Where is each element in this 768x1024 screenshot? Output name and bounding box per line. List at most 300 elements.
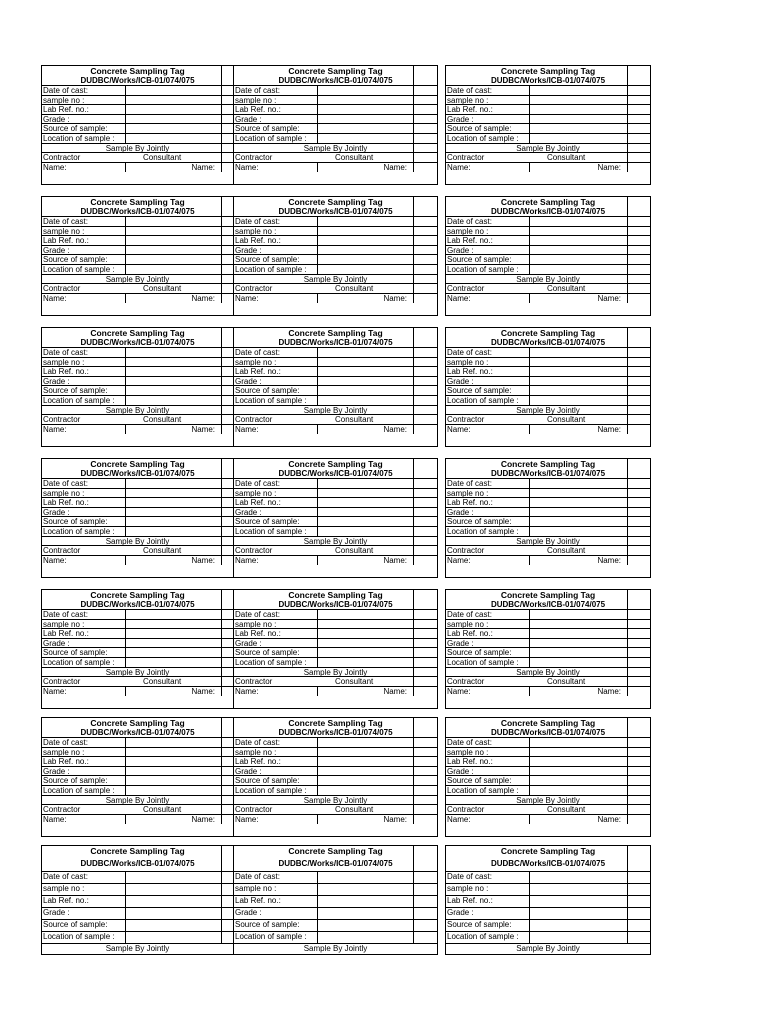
- column-divider: [413, 66, 414, 172]
- column-divider: [317, 216, 318, 275]
- sampling-tag: [41, 327, 234, 447]
- column-divider: [529, 814, 530, 825]
- divider: [234, 638, 437, 639]
- consultant-label: Consultant: [143, 677, 182, 687]
- consultant-label: Consultant: [547, 415, 586, 425]
- tag-title: Concrete Sampling Tag: [500, 328, 596, 338]
- field-label: Location of sample :: [43, 265, 115, 274]
- field-label: Date of cast:: [43, 872, 88, 881]
- column-divider: [317, 424, 318, 435]
- field-label: Date of cast:: [43, 217, 88, 226]
- field-label: sample no :: [235, 357, 277, 367]
- field-label: Lab Ref. no.:: [235, 896, 281, 905]
- field-label: Source of sample:: [43, 776, 108, 786]
- field-label: Source of sample:: [43, 124, 108, 134]
- field-label: Grade :: [43, 245, 70, 255]
- column-divider: [125, 85, 126, 144]
- contractor-label: Contractor: [235, 677, 273, 687]
- tag-reference: DUDBC/Works/ICB-01/074/075: [278, 600, 393, 609]
- field-label: sample no :: [235, 488, 277, 498]
- consultant-label: Consultant: [335, 153, 374, 163]
- column-divider: [413, 718, 414, 824]
- field-label: Grade :: [235, 114, 262, 124]
- column-divider: [529, 478, 530, 537]
- tag-title: Concrete Sampling Tag: [90, 590, 185, 600]
- contractor-label: Contractor: [43, 677, 81, 687]
- name-label-consultant: Name:: [597, 162, 621, 172]
- name-label-contractor: Name:: [235, 686, 259, 696]
- field-label: Grade :: [43, 766, 70, 776]
- field-label: Source of sample:: [43, 255, 108, 265]
- tag-reference: DUDBC/Works/ICB-01/074/075: [80, 859, 195, 868]
- field-label: Location of sample :: [43, 396, 115, 405]
- contractor-label: Contractor: [235, 284, 273, 294]
- tag-title: Concrete Sampling Tag: [500, 846, 596, 856]
- sampling-tag: [41, 845, 234, 955]
- consultant-label: Consultant: [335, 284, 374, 294]
- tag-title: Concrete Sampling Tag: [90, 197, 185, 207]
- divider: [42, 766, 233, 767]
- column-divider: [317, 686, 318, 697]
- divider: [446, 245, 650, 246]
- name-label-consultant: Name:: [597, 555, 621, 565]
- field-label: Date of cast:: [235, 86, 280, 95]
- field-label: sample no :: [235, 95, 277, 105]
- column-divider: [317, 162, 318, 173]
- field-label: Date of cast:: [43, 610, 88, 619]
- field-label: Lab Ref. no.:: [235, 757, 281, 767]
- tag-reference: DUDBC/Works/ICB-01/074/075: [490, 600, 606, 609]
- field-label: Lab Ref. no.:: [447, 367, 493, 377]
- name-label-consultant: Name:: [191, 686, 215, 696]
- name-label-consultant: Name:: [383, 555, 407, 565]
- tag-title: Concrete Sampling Tag: [288, 846, 383, 856]
- field-label: Location of sample :: [235, 134, 307, 143]
- divider: [446, 114, 650, 115]
- field-label: Grade :: [447, 766, 474, 776]
- field-label: Source of sample:: [447, 517, 512, 527]
- field-label: Grade :: [235, 638, 262, 648]
- sampling-tag: [41, 458, 234, 578]
- sampling-tag: [233, 196, 438, 316]
- column-divider: [413, 459, 414, 565]
- column-divider: [627, 718, 628, 824]
- sampling-tag: [41, 717, 234, 837]
- divider: [42, 638, 233, 639]
- jointly-label: Sample By Jointly: [105, 274, 170, 284]
- field-label: Date of cast:: [235, 217, 280, 226]
- field-label: Grade :: [447, 638, 474, 648]
- tag-title: Concrete Sampling Tag: [500, 718, 596, 728]
- field-label: Lab Ref. no.:: [447, 629, 493, 639]
- field-label: Lab Ref. no.:: [43, 498, 89, 508]
- name-label-contractor: Name:: [447, 162, 471, 172]
- jointly-label: Sample By Jointly: [105, 405, 170, 415]
- field-label: Date of cast:: [235, 610, 280, 619]
- field-label: Location of sample :: [235, 932, 307, 941]
- tag-reference: DUDBC/Works/ICB-01/074/075: [490, 469, 606, 478]
- field-label: Lab Ref. no.:: [43, 236, 89, 246]
- field-label: Location of sample :: [235, 527, 307, 536]
- column-divider: [317, 609, 318, 668]
- name-label-consultant: Name:: [191, 293, 215, 303]
- name-label-consultant: Name:: [383, 424, 407, 434]
- consultant-label: Consultant: [547, 284, 586, 294]
- tag-title: Concrete Sampling Tag: [288, 197, 383, 207]
- tag-title: Concrete Sampling Tag: [90, 328, 185, 338]
- field-label: sample no :: [43, 619, 85, 629]
- column-divider: [221, 590, 222, 696]
- consultant-label: Consultant: [143, 805, 182, 815]
- field-label: sample no :: [447, 226, 489, 236]
- field-label: Location of sample :: [43, 658, 115, 667]
- field-label: Source of sample:: [235, 255, 300, 265]
- field-label: Date of cast:: [447, 738, 492, 747]
- jointly-label: Sample By Jointly: [303, 405, 368, 415]
- contractor-label: Contractor: [235, 805, 273, 815]
- column-divider: [221, 459, 222, 565]
- consultant-label: Consultant: [547, 153, 586, 163]
- divider: [446, 507, 650, 508]
- field-label: Lab Ref. no.:: [235, 105, 281, 115]
- field-label: Source of sample:: [43, 386, 108, 396]
- field-label: sample no :: [43, 357, 85, 367]
- divider: [446, 376, 650, 377]
- column-divider: [317, 737, 318, 796]
- field-label: Location of sample :: [447, 932, 519, 941]
- jointly-label: Sample By Jointly: [105, 795, 170, 805]
- tag-reference: DUDBC/Works/ICB-01/074/075: [278, 207, 393, 216]
- sampling-tag: [233, 65, 438, 185]
- jointly-label: Sample By Jointly: [105, 536, 170, 546]
- column-divider: [317, 478, 318, 537]
- column-divider: [221, 197, 222, 303]
- column-divider: [221, 846, 222, 944]
- tag-title: Concrete Sampling Tag: [500, 459, 596, 469]
- column-divider: [317, 347, 318, 406]
- field-label: Grade :: [43, 376, 70, 386]
- field-label: Date of cast:: [447, 872, 492, 881]
- jointly-label: Sample By Jointly: [516, 944, 580, 953]
- consultant-label: Consultant: [547, 677, 586, 687]
- sampling-tag: [445, 717, 651, 837]
- jointly-label: Sample By Jointly: [105, 667, 170, 677]
- divider: [234, 766, 437, 767]
- tag-reference: DUDBC/Works/ICB-01/074/075: [490, 859, 606, 868]
- divider: [234, 376, 437, 377]
- field-label: Location of sample :: [447, 265, 519, 274]
- divider: [234, 507, 437, 508]
- field-label: Source of sample:: [235, 124, 300, 134]
- field-label: Location of sample :: [447, 786, 519, 795]
- column-divider: [413, 846, 414, 944]
- column-divider: [125, 814, 126, 825]
- field-label: Source of sample:: [43, 517, 108, 527]
- field-label: Location of sample :: [235, 786, 307, 795]
- field-label: Grade :: [235, 908, 262, 917]
- name-label-consultant: Name:: [383, 686, 407, 696]
- column-divider: [627, 846, 628, 944]
- column-divider: [529, 686, 530, 697]
- field-label: Grade :: [43, 507, 70, 517]
- column-divider: [317, 814, 318, 825]
- field-label: Lab Ref. no.:: [447, 757, 493, 767]
- column-divider: [125, 609, 126, 668]
- divider: [42, 507, 233, 508]
- field-label: Grade :: [43, 908, 70, 917]
- name-label-contractor: Name:: [447, 686, 471, 696]
- column-divider: [529, 555, 530, 566]
- field-label: sample no :: [235, 747, 277, 757]
- field-label: sample no :: [43, 747, 85, 757]
- name-label-contractor: Name:: [43, 293, 67, 303]
- contractor-label: Contractor: [447, 153, 485, 163]
- tag-title: Concrete Sampling Tag: [288, 328, 383, 338]
- sampling-tag: [445, 196, 651, 316]
- field-label: Source of sample:: [43, 920, 108, 929]
- field-label: Lab Ref. no.:: [43, 629, 89, 639]
- jointly-label: Sample By Jointly: [516, 405, 580, 415]
- sampling-tag: [445, 845, 651, 955]
- field-label: sample no :: [43, 226, 85, 236]
- sampling-tag: [233, 717, 438, 837]
- field-label: Lab Ref. no.:: [43, 896, 89, 905]
- tag-reference: DUDBC/Works/ICB-01/074/075: [80, 600, 195, 609]
- field-label: Location of sample :: [447, 658, 519, 667]
- column-divider: [413, 590, 414, 696]
- tag-reference: DUDBC/Works/ICB-01/074/075: [278, 859, 393, 868]
- name-label-consultant: Name:: [191, 814, 215, 824]
- field-label: Date of cast:: [43, 738, 88, 747]
- jointly-label: Sample By Jointly: [516, 667, 580, 677]
- column-divider: [125, 478, 126, 537]
- name-label-consultant: Name:: [383, 293, 407, 303]
- column-divider: [317, 871, 318, 944]
- field-label: Source of sample:: [447, 255, 512, 265]
- field-label: Lab Ref. no.:: [447, 896, 493, 905]
- consultant-label: Consultant: [335, 805, 374, 815]
- sampling-tag: [445, 65, 651, 185]
- name-label-consultant: Name:: [191, 555, 215, 565]
- field-label: Location of sample :: [43, 786, 115, 795]
- field-label: Date of cast:: [447, 610, 492, 619]
- contractor-label: Contractor: [447, 284, 485, 294]
- tag-reference: DUDBC/Works/ICB-01/074/075: [278, 338, 393, 347]
- field-label: Date of cast:: [447, 348, 492, 357]
- tag-reference: DUDBC/Works/ICB-01/074/075: [490, 76, 606, 85]
- name-label-consultant: Name:: [191, 162, 215, 172]
- column-divider: [317, 555, 318, 566]
- name-label-contractor: Name:: [235, 814, 259, 824]
- column-divider: [125, 871, 126, 944]
- name-label-contractor: Name:: [235, 293, 259, 303]
- field-label: Source of sample:: [447, 776, 512, 786]
- field-label: Date of cast:: [447, 217, 492, 226]
- field-label: Grade :: [235, 507, 262, 517]
- column-divider: [125, 293, 126, 304]
- field-label: Grade :: [43, 638, 70, 648]
- divider: [42, 114, 233, 115]
- tag-reference: DUDBC/Works/ICB-01/074/075: [490, 728, 606, 737]
- consultant-label: Consultant: [143, 284, 182, 294]
- jointly-label: Sample By Jointly: [303, 667, 368, 677]
- consultant-label: Consultant: [335, 415, 374, 425]
- jointly-label: Sample By Jointly: [516, 795, 580, 805]
- name-label-contractor: Name:: [43, 555, 67, 565]
- contractor-label: Contractor: [447, 677, 485, 687]
- divider: [446, 907, 650, 908]
- tag-title: Concrete Sampling Tag: [500, 66, 596, 76]
- field-label: Lab Ref. no.:: [43, 367, 89, 377]
- tag-title: Concrete Sampling Tag: [90, 846, 185, 856]
- contractor-label: Contractor: [43, 153, 81, 163]
- field-label: Date of cast:: [447, 86, 492, 95]
- tag-reference: DUDBC/Works/ICB-01/074/075: [490, 338, 606, 347]
- jointly-label: Sample By Jointly: [105, 944, 170, 953]
- field-label: Date of cast:: [43, 479, 88, 488]
- column-divider: [627, 66, 628, 172]
- field-label: Location of sample :: [43, 527, 115, 536]
- column-divider: [125, 347, 126, 406]
- column-divider: [627, 590, 628, 696]
- field-label: Lab Ref. no.:: [447, 236, 493, 246]
- field-label: Date of cast:: [447, 479, 492, 488]
- consultant-label: Consultant: [547, 805, 586, 815]
- divider: [234, 114, 437, 115]
- field-label: sample no :: [447, 884, 489, 893]
- tag-title: Concrete Sampling Tag: [288, 590, 383, 600]
- jointly-label: Sample By Jointly: [303, 795, 368, 805]
- column-divider: [529, 347, 530, 406]
- divider: [42, 245, 233, 246]
- contractor-label: Contractor: [43, 284, 81, 294]
- sampling-tag: [41, 196, 234, 316]
- field-label: Location of sample :: [447, 396, 519, 405]
- field-label: sample no :: [235, 226, 277, 236]
- field-label: Location of sample :: [235, 265, 307, 274]
- field-label: Lab Ref. no.:: [447, 105, 493, 115]
- field-label: Grade :: [447, 114, 474, 124]
- field-label: Date of cast:: [235, 738, 280, 747]
- field-label: sample no :: [447, 95, 489, 105]
- field-label: Source of sample:: [235, 648, 300, 658]
- field-label: Source of sample:: [447, 920, 512, 929]
- tag-title: Concrete Sampling Tag: [288, 66, 383, 76]
- name-label-consultant: Name:: [597, 686, 621, 696]
- column-divider: [529, 293, 530, 304]
- field-label: Lab Ref. no.:: [235, 629, 281, 639]
- divider: [42, 907, 233, 908]
- tag-reference: DUDBC/Works/ICB-01/074/075: [278, 469, 393, 478]
- tag-title: Concrete Sampling Tag: [500, 197, 596, 207]
- field-label: Source of sample:: [43, 648, 108, 658]
- consultant-label: Consultant: [335, 546, 374, 556]
- name-label-contractor: Name:: [235, 424, 259, 434]
- divider: [446, 638, 650, 639]
- column-divider: [221, 66, 222, 172]
- column-divider: [627, 197, 628, 303]
- name-label-consultant: Name:: [597, 293, 621, 303]
- tag-reference: DUDBC/Works/ICB-01/074/075: [490, 207, 606, 216]
- field-label: Lab Ref. no.:: [43, 757, 89, 767]
- column-divider: [529, 85, 530, 144]
- tag-reference: DUDBC/Works/ICB-01/074/075: [80, 469, 195, 478]
- field-label: Date of cast:: [235, 872, 280, 881]
- column-divider: [125, 737, 126, 796]
- name-label-contractor: Name:: [447, 424, 471, 434]
- field-label: Source of sample:: [447, 386, 512, 396]
- contractor-label: Contractor: [43, 546, 81, 556]
- sampling-tag: [233, 845, 438, 955]
- tag-reference: DUDBC/Works/ICB-01/074/075: [80, 728, 195, 737]
- divider: [234, 245, 437, 246]
- consultant-label: Consultant: [335, 677, 374, 687]
- column-divider: [125, 162, 126, 173]
- column-divider: [529, 424, 530, 435]
- consultant-label: Consultant: [143, 153, 182, 163]
- field-label: Grade :: [447, 908, 474, 917]
- field-label: Source of sample:: [235, 517, 300, 527]
- contractor-label: Contractor: [447, 415, 485, 425]
- field-label: Source of sample:: [447, 124, 512, 134]
- tag-reference: DUDBC/Works/ICB-01/074/075: [278, 76, 393, 85]
- field-label: Location of sample :: [43, 134, 115, 143]
- column-divider: [413, 197, 414, 303]
- field-label: sample no :: [43, 884, 85, 893]
- field-label: Lab Ref. no.:: [235, 236, 281, 246]
- field-label: Grade :: [447, 507, 474, 517]
- field-label: Lab Ref. no.:: [235, 498, 281, 508]
- column-divider: [125, 424, 126, 435]
- contractor-label: Contractor: [43, 805, 81, 815]
- jointly-label: Sample By Jointly: [303, 143, 368, 153]
- field-label: Location of sample :: [235, 658, 307, 667]
- column-divider: [317, 293, 318, 304]
- contractor-label: Contractor: [235, 153, 273, 163]
- column-divider: [125, 555, 126, 566]
- field-label: Grade :: [43, 114, 70, 124]
- field-label: sample no :: [235, 619, 277, 629]
- column-divider: [529, 871, 530, 944]
- column-divider: [413, 328, 414, 434]
- tag-reference: DUDBC/Works/ICB-01/074/075: [278, 728, 393, 737]
- contractor-label: Contractor: [235, 546, 273, 556]
- sampling-tag: [445, 589, 651, 709]
- field-label: Lab Ref. no.:: [235, 367, 281, 377]
- divider: [446, 766, 650, 767]
- contractor-label: Contractor: [447, 805, 485, 815]
- column-divider: [221, 718, 222, 824]
- consultant-label: Consultant: [143, 546, 182, 556]
- sampling-tag: [233, 589, 438, 709]
- divider: [234, 907, 437, 908]
- tag-title: Concrete Sampling Tag: [288, 459, 383, 469]
- name-label-consultant: Name:: [383, 814, 407, 824]
- name-label-contractor: Name:: [235, 555, 259, 565]
- consultant-label: Consultant: [143, 415, 182, 425]
- jointly-label: Sample By Jointly: [516, 274, 580, 284]
- field-label: Grade :: [235, 376, 262, 386]
- field-label: sample no :: [447, 488, 489, 498]
- sampling-tag: [233, 458, 438, 578]
- name-label-contractor: Name:: [447, 293, 471, 303]
- jointly-label: Sample By Jointly: [303, 536, 368, 546]
- field-label: sample no :: [447, 619, 489, 629]
- tag-reference: DUDBC/Works/ICB-01/074/075: [80, 76, 195, 85]
- field-label: Grade :: [447, 376, 474, 386]
- jointly-label: Sample By Jointly: [303, 944, 368, 953]
- field-label: sample no :: [447, 357, 489, 367]
